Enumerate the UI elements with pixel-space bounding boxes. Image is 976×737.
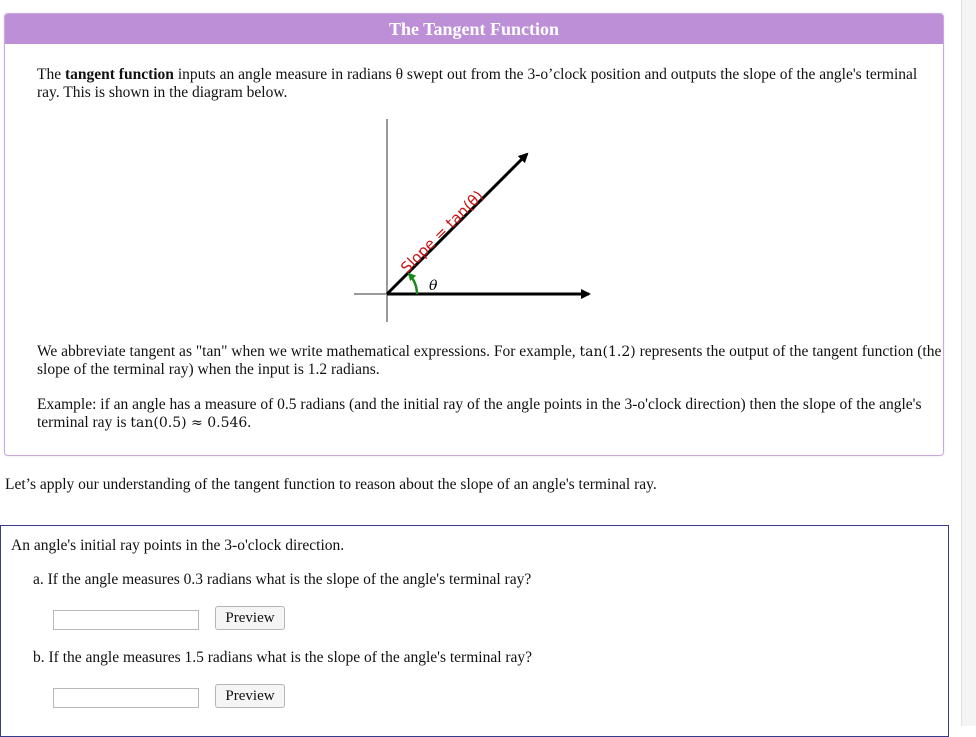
term-tangent-function: tangent function [64,66,174,83]
tangent-function-card [4,13,944,456]
preview-button-a[interactable]: Preview [215,606,285,630]
answer-input-b[interactable] [53,688,199,708]
example-expression: tan(1.2) [579,344,636,360]
paragraph-abbreviation: We abbreviate tangent as "tan" when we write mathematical expressions. For example, tan(1.2) represents the output of the tangent function (the slope of the terminal ray) when the input is 1.2 radians. [37,343,942,378]
page-scrollbar[interactable] [961,0,976,726]
angle-arc-icon [409,274,417,294]
preview-button-b[interactable]: Preview [215,684,285,708]
question-item-b: b. If the angle measures 1.5 radians what is the slope of the angle's terminal ray? [33,649,533,666]
paragraph-definition: The tangent function inputs an angle measure in radians θ swept out from the 3-o’clock position and outputs the slope of the angle's terminal ray. This is shown in the diagram below. [37,66,918,101]
slope-label: Slope = tan(θ) [397,186,488,277]
tangent-diagram [345,114,605,334]
answer-input-a[interactable] [53,610,199,630]
question-item-a: a. If the angle measures 0.3 radians what is the slope of the angle's terminal ray? [33,571,532,588]
question-lead: An angle's initial ray points in the 3-o'clock direction. [11,537,345,554]
intro-text: Let’s apply our understanding of the tangent function to reason about the slope of an angle's terminal ray. [5,476,657,493]
question-box [0,525,949,737]
theta-label: θ [429,278,438,294]
card-title: The Tangent Function [5,14,943,44]
example-result: tan(0.5) ≈ 0.546 [130,415,248,431]
paragraph-example: Example: if an angle has a measure of 0.5 radians (and the initial ray of the angle points in the 3-o'clock direction) then the slope of the angle's terminal ray is tan(0.5) ≈ 0.546. [37,396,922,431]
